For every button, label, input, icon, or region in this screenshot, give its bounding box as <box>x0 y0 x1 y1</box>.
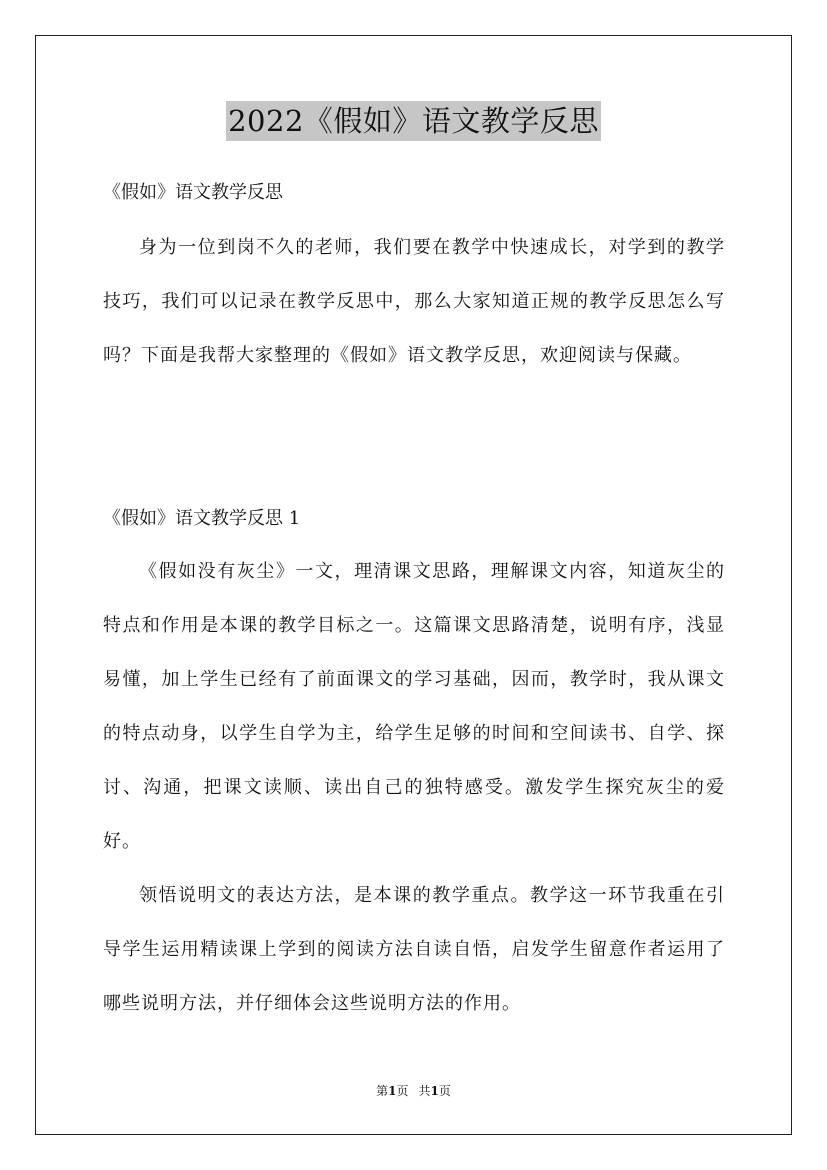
total-suffix: 页 <box>438 1084 451 1098</box>
document-title: 2022《假如》语文教学反思 <box>226 101 601 141</box>
body-paragraph-1: 《假如没有灰尘》一文，理清课文思路，理解课文内容，知道灰尘的特点和作用是本课的教学目标之一。这篇课文思路清楚，说明有序，浅显易懂，加上学生已经有了前面课文的学习基础，因而，教学时，我从课文的特点动身，以学生自学为主，给学生足够的时间和空间读书、自学、探讨、沟通，把课文读顺、读出自己的独特感受。激发学生探究灰尘的爱好。 <box>103 561 725 852</box>
page-footer <box>0 1082 827 1100</box>
intro-paragraph: 身为一位到岗不久的老师，我们要在教学中快速成长，对学到的教学技巧，我们可以记录在教学反思中，那么大家知道正规的教学反思怎么写吗？下面是我帮大家整理的《假如》语文教学反思，欢迎阅读与保藏。 <box>103 237 725 366</box>
page-suffix: 页 <box>396 1084 409 1098</box>
section-heading: 《假如》语文教学反思 1 <box>103 508 301 529</box>
document-subtitle: 《假如》语文教学反思 <box>103 182 283 203</box>
total-prefix: 共 <box>418 1084 431 1098</box>
title-container <box>0 101 827 141</box>
body-paragraph-2: 领悟说明文的表达方法，是本课的教学重点。教学这一环节我重在引导学生运用精读课上学到的阅读方法自读自悟，启发学生留意作者运用了哪些说明方法，并仔细体会这些说明方法的作用。 <box>103 885 725 1014</box>
page-prefix: 第 <box>376 1084 389 1098</box>
total-pages: 1 <box>430 1084 439 1098</box>
page-number: 1 <box>388 1084 397 1098</box>
